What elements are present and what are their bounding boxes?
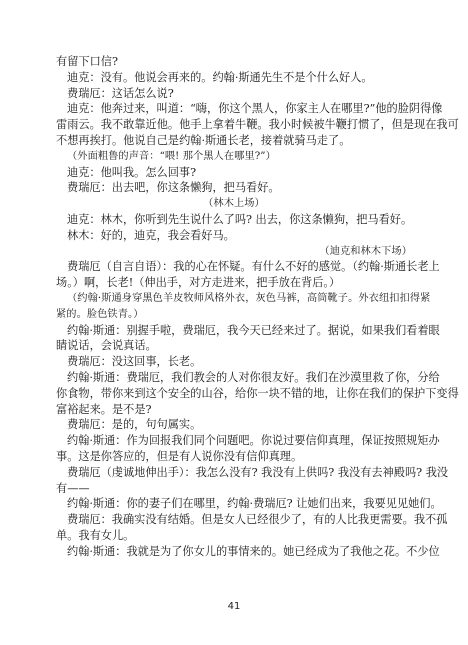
text-line: 费瑞厄：我确实没有结婚。但是女人已经很少了，有的人比我更需要。我不孤 <box>67 513 448 527</box>
text-line: 费瑞厄：是的，句句属实。 <box>67 418 202 432</box>
text-line: 场。）啊，长老!（伸出手，对方走进来，把手放在背后。） <box>56 276 341 290</box>
text-line: 约翰·斯通：费瑞厄，我们教会的人对你很友好。我们在沙漠里救了你，分给 <box>67 370 440 384</box>
text-line: 费瑞厄（虔诚地伸出手）：我怎么没有? 我没有上供吗? 我没有去神殿吗? 我没 <box>67 465 449 479</box>
stage-direction-line: （迪克和林木下场） <box>319 245 412 257</box>
text-line: 有—— <box>56 481 90 495</box>
text-line: 事。这是你答应的，但是有人说你没有信仰真理。 <box>56 449 303 463</box>
text-line: 约翰·斯通：我就是为了你女儿的事情来的。她已经成为了我他之花。不少位 <box>67 544 440 558</box>
text-line: 约翰·斯通：别握手啦，费瑞厄，我今天已经来过了。据说，如果我们看着眼 <box>67 323 440 337</box>
text-line: 迪克：他奔过来，叫道：“嗨，你这个黑人，你家主人在哪里?”他的脸阴得像 <box>67 102 443 116</box>
text-line: 约翰·斯通：作为回报我们同个问题吧。你说过要信仰真理，保证按照规矩办 <box>67 434 440 448</box>
text-line: 费瑞厄：这话怎么说? <box>67 86 174 100</box>
text-line: 费瑞厄：没这回事，长老。 <box>67 355 202 369</box>
text-line: 迪克：林木，你听到先生说什么了吗? 出去，你这条懒狗，把马看好。 <box>67 212 413 226</box>
stage-direction-line: （林木上场） <box>203 198 265 210</box>
stage-direction-line: （外面粗鲁的声音：“喂! 那个黑人在哪里?”） <box>67 150 276 162</box>
text-line: 不想再挨打。他说自己是约翰·斯通长老，接着就骑马走了。 <box>56 133 351 147</box>
text-line: 你食物，带你来到这个安全的山谷，给你一块不错的地，让你在我们的保护下变得 <box>56 386 459 400</box>
text-line: 约翰·斯通：你的妻子们在哪里，约翰·费瑞厄? 让她们出来，我要见见她们。 <box>67 497 442 511</box>
page-number: 41 <box>227 601 241 612</box>
text-line: 迪克：没有。他说会再来的。约翰·斯通先生不是个什么好人。 <box>67 70 373 84</box>
text-line: 费瑞厄（自言自语）：我的心在怀疑。有什么不好的感觉。（约翰·斯通长老上 <box>67 260 440 274</box>
text-line: 有留下口信? <box>56 55 118 68</box>
stage-direction-line: （约翰·斯通身穿黑色羊皮牧师风格外衣，灰色马裤，高筒靴子。外衣纽扣扣得紧 <box>67 292 431 304</box>
text-line: 迪克：他叫我。怎么回事? <box>67 165 197 179</box>
text-line: 富裕起来。是不是? <box>56 402 152 416</box>
text-line: 睛说话，会说真话。 <box>56 339 157 353</box>
text-line: 林木：好的，迪克，我会看好马。 <box>67 228 235 242</box>
document-body <box>56 54 459 560</box>
text-line: 单。我有女儿。 <box>56 528 135 542</box>
text-line: 雷雨云。我不敢靠近他。他手上拿着牛鞭。我小时候被牛鞭打惯了，但是现在我可 <box>56 118 459 132</box>
stage-direction-line: 紧的。脸色铁青。） <box>56 308 144 320</box>
text-line: 费瑞厄：出去吧，你这条懒狗，把马看好。 <box>67 181 280 195</box>
